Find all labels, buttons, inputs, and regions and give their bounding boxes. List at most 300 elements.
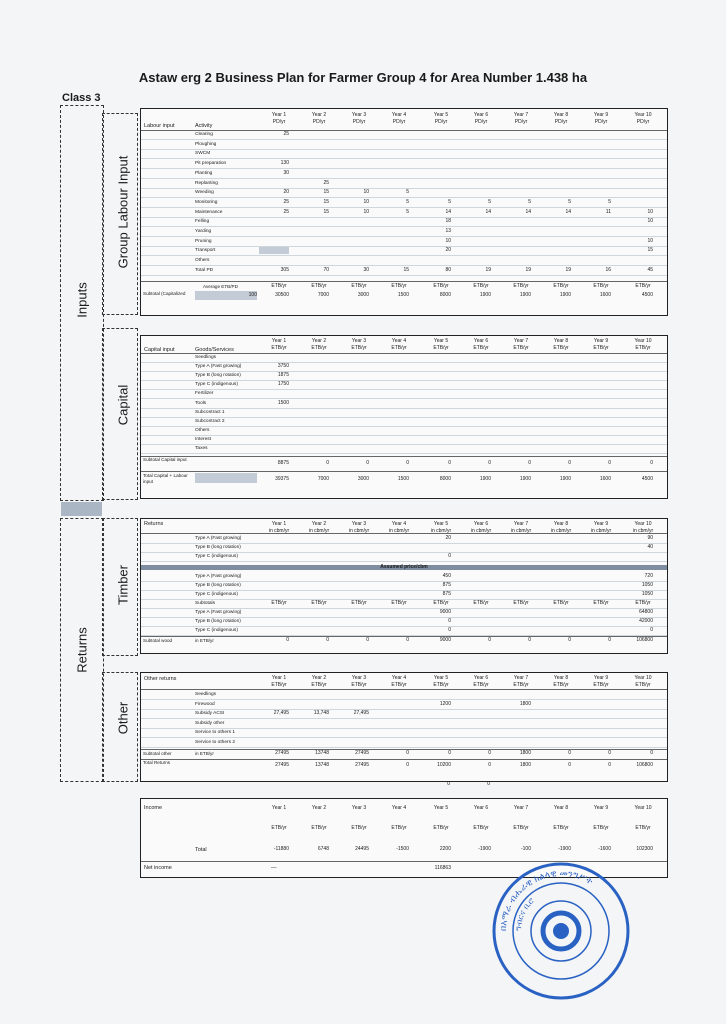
transport-highlight bbox=[259, 247, 289, 254]
subtotals-unit: ETB/yr bbox=[311, 600, 327, 606]
year-header: Year 2 bbox=[311, 805, 327, 811]
value-cell: 19 bbox=[485, 266, 491, 273]
year-header: Year 1 bbox=[271, 675, 287, 681]
value-cell: 0 bbox=[650, 627, 653, 633]
capital-label: Capital bbox=[115, 384, 131, 426]
total-returns-value: 27495 bbox=[275, 762, 289, 768]
subtotal-other-value: 27495 bbox=[275, 750, 289, 756]
unit-header: ETB/yr bbox=[473, 682, 489, 688]
activity-name: Maintenance bbox=[195, 209, 223, 215]
unit-header: ETB/yr bbox=[513, 682, 529, 688]
unit-header: in cbm/yr bbox=[470, 528, 492, 534]
unit-header: PD/yr bbox=[474, 119, 488, 125]
year-header: Year 9 bbox=[593, 521, 609, 527]
goods-services-header: Goods/Services bbox=[195, 347, 234, 353]
value-cell: 25 bbox=[283, 198, 289, 205]
section-rule bbox=[141, 130, 667, 131]
value-cell: 25 bbox=[283, 131, 289, 137]
unit-header: PD/yr bbox=[554, 119, 568, 125]
capital-subtotal-value: 0 bbox=[608, 460, 611, 467]
value-cell: 5 bbox=[528, 198, 531, 205]
subtotal-wood-value: 0 bbox=[286, 637, 289, 643]
subtotal-other-value: 0 bbox=[568, 750, 571, 756]
value-cell: 1750 bbox=[277, 381, 289, 388]
value-cell: 64800 bbox=[639, 609, 653, 615]
value-cell: 10 bbox=[363, 198, 369, 205]
subtotal-wood-value: 0 bbox=[528, 637, 531, 643]
timber-volume-name: Type A (Fast growing) bbox=[195, 536, 242, 541]
subtotal-wood-value: 0 bbox=[608, 637, 611, 643]
year-header: Year 10 bbox=[634, 675, 652, 681]
year-header: Year 6 bbox=[473, 112, 489, 118]
row-line bbox=[141, 426, 667, 427]
subtotals-unit: ETB/yr bbox=[553, 600, 569, 606]
etb-unit-header: ETB/yr bbox=[553, 282, 569, 289]
year-header: Year 10 bbox=[634, 521, 652, 527]
value-cell: 450 bbox=[442, 573, 451, 579]
subtotals-unit: ETB/yr bbox=[391, 600, 407, 606]
subtotals-label: Subtotals bbox=[195, 601, 216, 606]
avg-label: Average ETB/PD bbox=[203, 283, 238, 289]
net-income-value: 116863 bbox=[434, 865, 451, 871]
unit-header: ETB/yr bbox=[553, 682, 569, 688]
income-total-value: 6748 bbox=[317, 846, 329, 852]
extra-zero-row bbox=[140, 780, 666, 790]
etb-unit-header: ETB/yr bbox=[513, 282, 529, 289]
subtotal-value: 1900 bbox=[479, 291, 491, 298]
unit-header: in cbm/yr bbox=[510, 528, 532, 534]
goods-name: Taxes bbox=[195, 446, 208, 451]
unit-header: ETB/yr bbox=[311, 345, 327, 351]
value-cell: 5 bbox=[608, 198, 611, 205]
subtotal-other-unit: in ETB/yr bbox=[195, 751, 214, 756]
total-returns-value: 10200 bbox=[437, 762, 451, 768]
value-cell: 5 bbox=[406, 189, 409, 196]
year-header: Year 8 bbox=[553, 521, 569, 527]
value-cell: 305 bbox=[280, 266, 289, 273]
value-cell: 30 bbox=[363, 266, 369, 273]
activity-name: Pruning bbox=[195, 238, 212, 244]
capital-input-table bbox=[140, 335, 668, 499]
subtotal-wood-value: 106800 bbox=[636, 637, 653, 643]
goods-name: Interest bbox=[195, 436, 211, 442]
page-title: Astaw erg 2 Business Plan for Farmer Group 4 for Area Number 1.438 ha bbox=[138, 70, 588, 85]
value-cell: 16 bbox=[605, 266, 611, 273]
value-cell: 15 bbox=[323, 189, 329, 196]
etb-unit-header: ETB/yr bbox=[593, 282, 609, 289]
subtotal-wood-label: Subtotal wood bbox=[143, 638, 173, 643]
value-cell: 130 bbox=[280, 160, 289, 167]
year-header: Year 3 bbox=[351, 805, 367, 811]
total-capital-value: 4500 bbox=[641, 476, 653, 483]
value-cell: 19 bbox=[565, 266, 571, 273]
unit-header: ETB/yr bbox=[553, 825, 569, 831]
year-header: Year 9 bbox=[593, 338, 609, 344]
etb-unit-header: ETB/yr bbox=[271, 282, 287, 289]
value-cell: 9000 bbox=[439, 609, 451, 615]
value-cell: 875 bbox=[442, 582, 451, 588]
stamp-outer-text: በአማራ ብሔራዊ ክልላዊ መንግሥት bbox=[498, 868, 595, 932]
year-header: Year 6 bbox=[473, 805, 489, 811]
section-rule bbox=[141, 533, 667, 534]
year-header: Year 4 bbox=[391, 112, 407, 118]
row-line bbox=[141, 747, 667, 748]
value-cell: 1200 bbox=[439, 700, 451, 707]
total-capital-value: 3000 bbox=[357, 476, 369, 483]
value-cell: 80 bbox=[445, 266, 451, 273]
section-rule bbox=[141, 689, 667, 690]
avg-value: 100 bbox=[248, 291, 257, 298]
year-header: Year 3 bbox=[351, 112, 367, 118]
subtotal-other-value: 1800 bbox=[519, 750, 531, 756]
total-capital-value: 1900 bbox=[559, 476, 571, 483]
timber-subtotal-name: Type A (Fast growing) bbox=[195, 610, 242, 615]
goods-name: Type A (Fast growing) bbox=[195, 364, 242, 370]
subtotal-value: 1900 bbox=[559, 291, 571, 298]
row-line bbox=[141, 149, 667, 150]
other-return-name: Service to others 1 bbox=[195, 730, 235, 735]
subtotal-wood-value: 9000 bbox=[439, 637, 451, 643]
value-cell: 875 bbox=[442, 591, 451, 597]
year-header: Year 5 bbox=[433, 805, 449, 811]
year-header: Year 9 bbox=[593, 112, 609, 118]
unit-header: PD/yr bbox=[434, 119, 448, 125]
etb-unit-header: ETB/yr bbox=[351, 282, 367, 289]
activity-name: Total PD bbox=[195, 267, 214, 273]
unit-header: ETB/yr bbox=[473, 825, 489, 831]
value-cell: 5 bbox=[488, 198, 491, 205]
year-header: Year 10 bbox=[634, 805, 652, 811]
year-header: Year 7 bbox=[513, 112, 529, 118]
labour-input-header: Labour input bbox=[144, 123, 175, 129]
unit-header: ETB/yr bbox=[513, 345, 529, 351]
value-cell: 720 bbox=[644, 573, 653, 579]
subtotal-other-value: 0 bbox=[448, 750, 451, 756]
value-cell: 1500 bbox=[277, 399, 289, 406]
value-cell: 1800 bbox=[519, 700, 531, 707]
goods-name: Seedlings bbox=[195, 355, 217, 360]
activity-name: Transport bbox=[195, 248, 216, 254]
activity-name: Replanting bbox=[195, 180, 218, 186]
year-header: Year 3 bbox=[351, 521, 367, 527]
subtotal-value: 4500 bbox=[641, 291, 653, 298]
unit-header: ETB/yr bbox=[513, 825, 529, 831]
unit-header: ETB/yr bbox=[351, 345, 367, 351]
subtotal-value: 1900 bbox=[519, 291, 531, 298]
row-line bbox=[141, 217, 667, 218]
timber-volume-name: Type C (indigenous) bbox=[195, 554, 238, 559]
total-capital-value: 1900 bbox=[479, 476, 491, 483]
returns-label: Returns bbox=[74, 627, 90, 673]
subtotal-capitalized-label: Subtotal (Capitalized bbox=[143, 290, 186, 296]
timber-price-name: Type B (long rotation) bbox=[195, 583, 241, 588]
subtotal-wood-value: 0 bbox=[366, 637, 369, 643]
subtotal-value: 7000 bbox=[317, 291, 329, 298]
unit-header: PD/yr bbox=[352, 119, 366, 125]
unit-header: in cbm/yr bbox=[590, 528, 612, 534]
activity-name: Ploughing bbox=[195, 141, 217, 147]
year-header: Year 6 bbox=[473, 675, 489, 681]
net-income-label: Net income bbox=[144, 865, 172, 871]
row-line bbox=[141, 168, 667, 169]
subtotals-unit: ETB/yr bbox=[351, 600, 367, 606]
year-header: Year 4 bbox=[391, 805, 407, 811]
unit-header: ETB/yr bbox=[311, 825, 327, 831]
unit-header: ETB/yr bbox=[351, 825, 367, 831]
value-cell: 14 bbox=[485, 208, 491, 215]
value-cell: 5 bbox=[448, 198, 451, 205]
capital-subtotal-value: 0 bbox=[366, 460, 369, 467]
unit-header: ETB/yr bbox=[635, 825, 651, 831]
year-header: Year 3 bbox=[351, 338, 367, 344]
stamp-inner-text: ግብርና ቢሮ bbox=[513, 896, 536, 932]
value-cell: 10 bbox=[647, 208, 653, 215]
other-return-name: Subsidy other bbox=[195, 720, 225, 726]
unit-header: ETB/yr bbox=[311, 682, 327, 688]
unit-header: ETB/yr bbox=[391, 825, 407, 831]
year-header: Year 1 bbox=[271, 112, 287, 118]
inputs-label: Inputs bbox=[74, 282, 90, 318]
row-line bbox=[141, 561, 667, 562]
year-header: Year 5 bbox=[433, 112, 449, 118]
capital-subtotal-label: Subtotal Capital input bbox=[143, 457, 187, 463]
value-cell: 10 bbox=[445, 237, 451, 244]
value-cell: 5 bbox=[406, 198, 409, 205]
activity-name: Monitoring bbox=[195, 199, 218, 205]
activity-name: Yarding bbox=[195, 229, 212, 234]
other-label: Other bbox=[115, 701, 131, 735]
unit-header: PD/yr bbox=[312, 119, 326, 125]
section-rule bbox=[141, 471, 667, 472]
year-header: Year 9 bbox=[593, 805, 609, 811]
value-cell: 1050 bbox=[641, 591, 653, 597]
subtotals-unit: ETB/yr bbox=[473, 600, 489, 606]
timber-returns-table bbox=[140, 518, 668, 654]
timber-label: Timber bbox=[115, 565, 131, 605]
value-cell: 25 bbox=[283, 208, 289, 215]
value-cell: 14 bbox=[525, 208, 531, 215]
year-header: Year 10 bbox=[634, 112, 652, 118]
group-labour-label: Group Labour Input bbox=[115, 155, 131, 269]
timber-volume-name: Type B (long rotation) bbox=[195, 545, 241, 550]
total-returns-value: 0 bbox=[608, 762, 611, 768]
goods-name: Subcontract 2 bbox=[195, 418, 225, 424]
subtotals-unit: ETB/yr bbox=[271, 600, 287, 606]
goods-name: Others bbox=[195, 427, 210, 433]
year-header: Year 8 bbox=[553, 338, 569, 344]
unit-header: ETB/yr bbox=[473, 345, 489, 351]
value-cell: 27,495 bbox=[353, 710, 369, 716]
value-cell: 20 bbox=[445, 535, 451, 541]
subtotals-unit: ETB/yr bbox=[593, 600, 609, 606]
value-cell: 14 bbox=[565, 208, 571, 215]
subtotal-value: 3000 bbox=[357, 291, 369, 298]
total-returns-value: 0 bbox=[568, 762, 571, 768]
capital-subtotal-value: 0 bbox=[528, 460, 531, 467]
row-line bbox=[141, 453, 667, 454]
row-line bbox=[141, 275, 667, 276]
value-cell: 30 bbox=[283, 169, 289, 176]
other-returns-table bbox=[140, 672, 668, 782]
activity-name: Weeding bbox=[195, 190, 214, 196]
capital-subtotal-value: 0 bbox=[650, 460, 653, 467]
activity-name: Clearing bbox=[195, 132, 213, 137]
subtotals-unit: ETB/yr bbox=[433, 600, 449, 606]
year-header: Year 4 bbox=[391, 521, 407, 527]
unit-header: in cbm/yr bbox=[388, 528, 410, 534]
subtotal-other-value: 0 bbox=[406, 750, 409, 756]
subtotal-other-value: 13748 bbox=[315, 750, 329, 756]
year-header: Year 6 bbox=[473, 338, 489, 344]
unit-header: in cbm/yr bbox=[430, 528, 452, 534]
year-header: Year 4 bbox=[391, 675, 407, 681]
capital-subtotal-value: 0 bbox=[326, 460, 329, 467]
year-header: Year 5 bbox=[433, 521, 449, 527]
section-rule bbox=[141, 281, 667, 282]
unit-header: in cbm/yr bbox=[268, 528, 290, 534]
total-returns-value: 0 bbox=[406, 762, 409, 768]
year-header: Year 1 bbox=[271, 521, 287, 527]
class-label: Class 3 bbox=[62, 92, 101, 104]
total-capital-labour-label: Total Capital + Labour input bbox=[143, 473, 188, 485]
value-cell: 10 bbox=[647, 218, 653, 225]
income-header: Income bbox=[144, 805, 163, 811]
year-header: Year 8 bbox=[553, 112, 569, 118]
activity-header: Activity bbox=[195, 123, 213, 129]
unit-header: in cbm/yr bbox=[632, 528, 654, 534]
value-cell: 15 bbox=[403, 266, 409, 273]
unit-header: ETB/yr bbox=[391, 682, 407, 688]
activity-name: Felling bbox=[195, 219, 210, 225]
total-capital-value: 8000 bbox=[439, 476, 451, 483]
subtotal-other-value: 27495 bbox=[355, 750, 369, 756]
unit-header: in cbm/yr bbox=[550, 528, 572, 534]
subtotal-wood-value: 0 bbox=[568, 637, 571, 643]
etb-unit-header: ETB/yr bbox=[391, 282, 407, 289]
total-returns-value: 106800 bbox=[636, 762, 653, 768]
subtotal-wood-value: 0 bbox=[406, 637, 409, 643]
other-return-name: Firewood bbox=[195, 701, 215, 707]
capital-input-header: Capital input bbox=[144, 347, 175, 353]
income-total-value: -1500 bbox=[396, 846, 409, 852]
timber-subtotal-name: Type B (long rotation) bbox=[195, 619, 241, 624]
year-header: Year 9 bbox=[593, 675, 609, 681]
unit-header: PD/yr bbox=[272, 119, 286, 125]
total-capital-value: 1500 bbox=[397, 476, 409, 483]
goods-name: Type B (long rotation) bbox=[195, 373, 241, 379]
subtotal-other-value: 0 bbox=[488, 750, 491, 756]
value-cell: 13 bbox=[445, 228, 451, 234]
income-total-value: -100 bbox=[520, 846, 531, 852]
year-header: Year 6 bbox=[473, 521, 489, 527]
extra-zero: 0 bbox=[487, 781, 490, 787]
unit-header: ETB/yr bbox=[593, 345, 609, 351]
row-line bbox=[141, 226, 667, 227]
value-cell: 45 bbox=[647, 266, 653, 273]
subtotal-value: 30500 bbox=[275, 291, 289, 298]
goods-name: Type C (indigenous) bbox=[195, 382, 238, 388]
total-returns-value: 0 bbox=[488, 762, 491, 768]
year-header: Year 2 bbox=[311, 521, 327, 527]
year-header: Year 4 bbox=[391, 338, 407, 344]
income-total-value: -1900 bbox=[558, 846, 571, 852]
divider-band bbox=[61, 502, 102, 516]
row-line bbox=[141, 139, 667, 140]
unit-header: in cbm/yr bbox=[308, 528, 330, 534]
unit-header: ETB/yr bbox=[593, 825, 609, 831]
income-total-value: -1900 bbox=[478, 846, 491, 852]
etb-unit-header: ETB/yr bbox=[473, 282, 489, 289]
unit-header: PD/yr bbox=[392, 119, 406, 125]
row-line bbox=[141, 398, 667, 399]
value-cell: 11 bbox=[605, 208, 611, 215]
section-rule bbox=[141, 759, 667, 760]
value-cell: 42000 bbox=[639, 618, 653, 624]
year-header: Year 1 bbox=[271, 338, 287, 344]
unit-header: ETB/yr bbox=[433, 682, 449, 688]
returns-header: Returns bbox=[144, 521, 164, 527]
unit-header: ETB/yr bbox=[635, 682, 651, 688]
year-header: Year 8 bbox=[553, 805, 569, 811]
capital-subtotal-value: 0 bbox=[568, 460, 571, 467]
subtotal-other-label: Subtotal other bbox=[143, 751, 172, 756]
value-cell: 10 bbox=[363, 189, 369, 196]
capital-subtotal-value: 0 bbox=[448, 460, 451, 467]
year-header: Year 7 bbox=[513, 338, 529, 344]
year-header: Year 5 bbox=[433, 338, 449, 344]
labour-input-table bbox=[140, 108, 668, 316]
income-total-value: -11880 bbox=[273, 846, 289, 852]
year-header: Year 10 bbox=[634, 338, 652, 344]
etb-unit-header: ETB/yr bbox=[311, 282, 327, 289]
unit-header: ETB/yr bbox=[271, 345, 287, 351]
goods-name: Fertilizer bbox=[195, 391, 214, 397]
activity-name: SWCM bbox=[195, 151, 211, 157]
capital-subtotal-value: 0 bbox=[488, 460, 491, 467]
subtotals-unit: ETB/yr bbox=[635, 600, 651, 606]
value-cell: 90 bbox=[647, 535, 653, 541]
capital-subtotal-value: 8875 bbox=[277, 460, 289, 467]
other-return-name: Seedlings bbox=[195, 692, 217, 697]
subtotal-wood-value: 0 bbox=[488, 637, 491, 643]
value-cell: 0 bbox=[448, 553, 451, 559]
unit-header: in cbm/yr bbox=[348, 528, 370, 534]
value-cell: 10 bbox=[647, 237, 653, 244]
total-capital-value: 1900 bbox=[519, 476, 531, 483]
other-return-name: Subsidy ACSI bbox=[195, 711, 225, 716]
other-returns-header: Other returns bbox=[144, 676, 177, 682]
section-rule bbox=[141, 353, 667, 354]
value-cell: 0 bbox=[448, 627, 451, 633]
value-cell: 27,495 bbox=[273, 710, 289, 716]
total-returns-value: 1800 bbox=[519, 762, 531, 768]
unit-header: PD/yr bbox=[514, 119, 528, 125]
capital-subtotal-value: 0 bbox=[406, 460, 409, 467]
row-line bbox=[141, 435, 667, 436]
unit-header: PD/yr bbox=[594, 119, 608, 125]
total-returns-value: 13748 bbox=[315, 762, 329, 768]
subtotals-unit: ETB/yr bbox=[513, 600, 529, 606]
total-capital-value: 7000 bbox=[317, 476, 329, 483]
row-line bbox=[141, 246, 667, 247]
timber-price-name: Type A (Fast growing) bbox=[195, 574, 242, 579]
subtotal-other-value: 0 bbox=[650, 750, 653, 756]
timber-price-name: Type C (indigenous) bbox=[195, 592, 238, 597]
subtotal-value: 8000 bbox=[439, 291, 451, 298]
unit-header: ETB/yr bbox=[433, 345, 449, 351]
income-total-value: 24495 bbox=[355, 846, 369, 852]
year-header: Year 7 bbox=[513, 521, 529, 527]
